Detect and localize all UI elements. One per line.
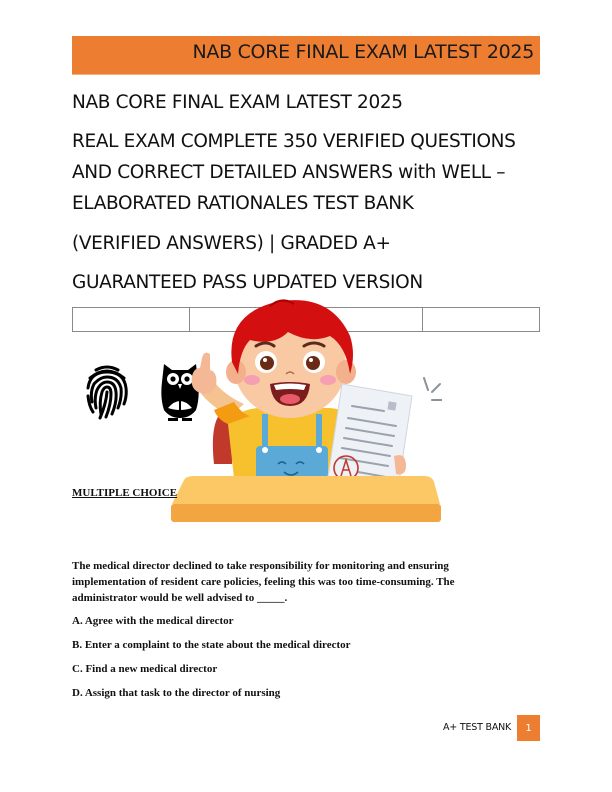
option-c[interactable]: C. Find a new medical director [72,663,218,675]
section-heading: MULTIPLE CHOICE [72,487,178,499]
subtitle-line-1: REAL EXAM COMPLETE 350 VERIFIED QUESTIONS [72,131,516,152]
page-number-badge: 1 [517,715,540,741]
option-b[interactable]: B. Enter a complaint to the state about the medical director [72,639,351,651]
desk-top [172,476,440,504]
subtitle-line-5: GUARANTEED PASS UPDATED VERSION [72,272,423,293]
header-banner [72,36,540,74]
option-a[interactable]: A. Agree with the medical director [72,615,234,627]
subtitle-line-2: AND CORRECT DETAILED ANSWERS with WELL – [72,162,506,183]
thumbs-up-hand [192,353,217,394]
question-text: The medical director declined to take responsibility for monitoring and ensuring implementation of resident care policies, feeling this was too time-consuming. The administrator would be well advised to _____. [72,560,455,604]
desk-front [171,504,441,522]
subtitle-line-4: (VERIFIED ANSWERS) | GRADED A+ [72,233,391,254]
subtitle-line-3: ELABORATED RATIONALES TEST BANK [72,193,414,214]
footer-label: A+ TEST BANK [443,722,512,733]
option-d[interactable]: D. Assign that task to the director of nursing [72,687,281,699]
student-illustration [170,296,442,524]
exam-title: NAB CORE FINAL EXAM LATEST 2025 [72,92,403,113]
fingerprint-icon [84,362,130,422]
header-title: NAB CORE FINAL EXAM LATEST 2025 [192,41,534,63]
